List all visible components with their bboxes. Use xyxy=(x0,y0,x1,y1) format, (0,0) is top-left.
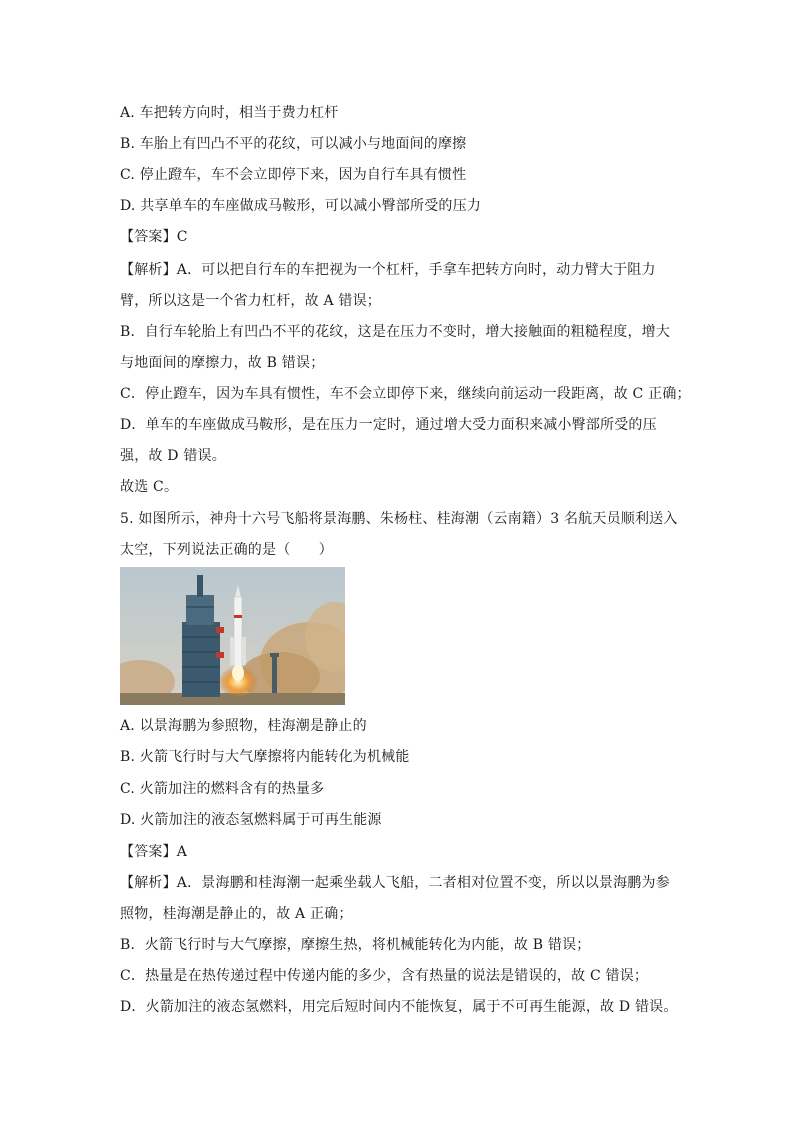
conclusion: 故选 C。 xyxy=(120,479,179,495)
analysis-line: D．火箭加注的液态氢燃料，用完后短时间内不能恢复，属于不可再生能源，故 D 错误。 xyxy=(120,999,678,1015)
option-c: C. 火箭加注的燃料含有的热量多 xyxy=(120,781,325,797)
analysis-line: 照物，桂海潮是静止的，故 A 正确； xyxy=(120,906,353,922)
analysis-line: D．单车的车座做成马鞍形，是在压力一定时，通过增大受力面积来减小臀部所受的压 xyxy=(120,417,657,433)
rocket-launch-photo xyxy=(120,567,345,705)
option-c: C. 停止蹬车，车不会立即停下来，因为自行车具有惯性 xyxy=(120,167,467,183)
answer: 【答案】C xyxy=(120,229,188,245)
analysis-line: 【解析】A．可以把自行车的车把视为一个杠杆，手拿车把转方向时，动力臂大于阻力 xyxy=(120,262,656,278)
analysis-line: 臂，所以这是一个省力杠杆，故 A 错误； xyxy=(120,293,382,309)
analysis-line: C．停止蹬车，因为车具有惯性，车不会立即停下来，继续向前运动一段距离，故 C 正确； xyxy=(120,386,691,402)
analysis-line: B．火箭飞行时与大气摩擦，摩擦生热，将机械能转化为内能，故 B 错误； xyxy=(120,937,591,953)
analysis-line: B．自行车轮胎上有凹凸不平的花纹，这是在压力不变时，增大接触面的粗糙程度，增大 xyxy=(120,324,671,340)
analysis-line: 强，故 D 错误。 xyxy=(120,448,226,464)
option-b: B. 车胎上有凹凸不平的花纹，可以减小与地面间的摩擦 xyxy=(120,136,467,152)
question-stem: 5. 如图所示，神舟十六号飞船将景海鹏、朱杨柱、桂海潮（云南籍）3 名航天员顺利送入 xyxy=(120,511,678,527)
option-d: D. 火箭加注的液态氢燃料属于可再生能源 xyxy=(120,812,382,828)
option-b: B. 火箭飞行时与大气摩擦将内能转化为机械能 xyxy=(120,749,410,765)
question-stem: 太空，下列说法正确的是（ ） xyxy=(120,542,333,558)
option-a: A. 车把转方向时，相当于费力杠杆 xyxy=(120,105,339,121)
analysis-line: 【解析】A．景海鹏和桂海潮一起乘坐载人飞船，二者相对位置不变，所以以景海鹏为参 xyxy=(120,875,670,891)
analysis-line: C．热量是在热传递过程中传递内能的多少，含有热量的说法是错误的，故 C 错误； xyxy=(120,968,649,984)
option-a: A. 以景海鹏为参照物，桂海潮是静止的 xyxy=(120,718,367,734)
option-d: D. 共享单车的车座做成马鞍形，可以减小臀部所受的压力 xyxy=(120,198,482,214)
analysis-line: 与地面间的摩擦力，故 B 错误； xyxy=(120,355,325,371)
answer: 【答案】A xyxy=(120,844,188,860)
